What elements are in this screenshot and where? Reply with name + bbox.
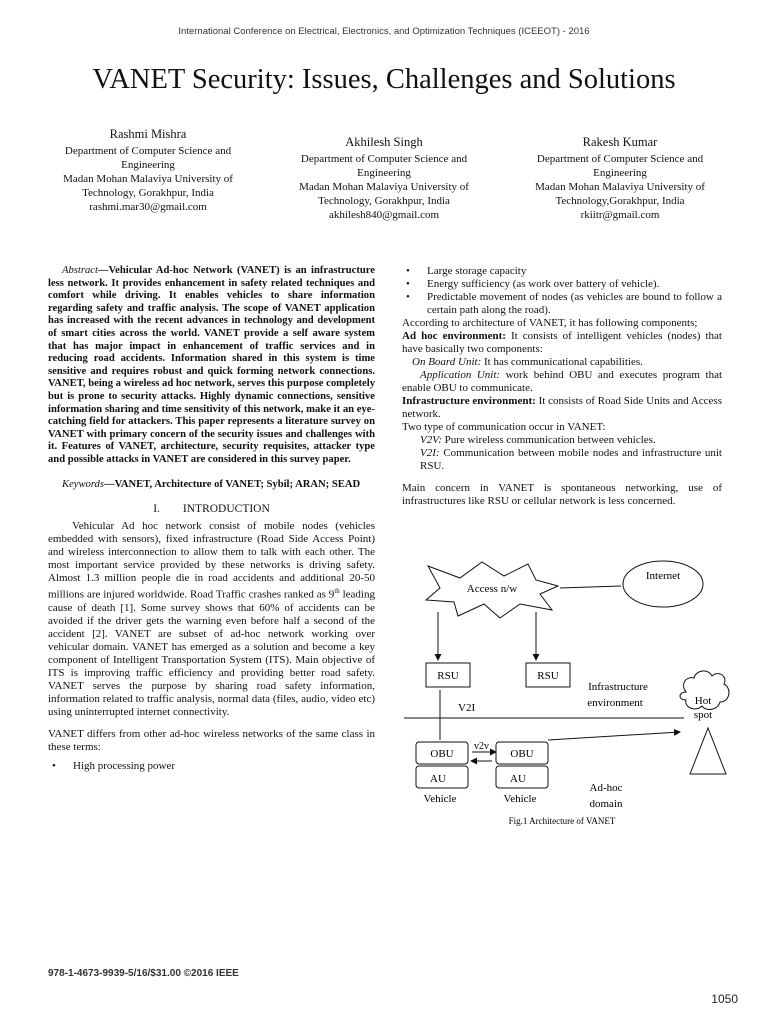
abstract-label: Abstract bbox=[62, 265, 98, 276]
abstract-dash: — bbox=[97, 265, 109, 276]
author-dept: Department of Computer Science and Engineering bbox=[300, 153, 468, 179]
infra-text: It consists of Road Side Units and Access network. bbox=[402, 395, 722, 420]
v2i-line bbox=[402, 447, 722, 473]
adhoc-label: Ad hoc environment: bbox=[402, 330, 506, 342]
author-dept: Department of Computer Science and Engineering bbox=[536, 153, 704, 179]
conference-header: International Conference on Electrical, Electronics, and Optimization Techniques (ICEEOT) - 2016 bbox=[178, 26, 590, 37]
adhoc-text: It consists of intelligent vehicles (nodes) that have basically two components: bbox=[402, 330, 722, 355]
v2v-label: v2v bbox=[474, 741, 489, 752]
intro-paragraph-1 bbox=[48, 520, 375, 719]
rsu-right-label: RSU bbox=[537, 670, 559, 682]
figure-caption: Fig.1 Architecture of VANET bbox=[508, 816, 616, 826]
intro-paragraph-2: VANET differs from other ad-hoc wireless networks of the same class in these terms: bbox=[48, 727, 375, 753]
vehicle-1-label: Vehicle bbox=[423, 793, 457, 805]
access-internet-link bbox=[560, 586, 621, 588]
obu-label: On Board Unit: bbox=[412, 356, 482, 368]
keywords-text: VANET, Architecture of VANET; Sybil; ARAN; SEAD bbox=[114, 478, 361, 490]
abstract bbox=[48, 265, 375, 467]
page-number: 1050 bbox=[711, 992, 738, 1006]
section-heading-introduction: I. INTRODUCTION bbox=[153, 503, 270, 516]
infrastructure-environment-label-line1: Infrastructure bbox=[588, 681, 648, 693]
hotspot-label-line1: Hot bbox=[694, 695, 712, 707]
left-bullet-list bbox=[48, 760, 375, 773]
vehicle-2-label: Vehicle bbox=[503, 793, 537, 805]
adhoc-domain-label-line1: Ad-hoc bbox=[589, 782, 623, 794]
author-univ: Madan Mohan Malaviya University of Technology,Gorakhpur, India bbox=[535, 181, 705, 207]
v2i-label: V2I: bbox=[420, 447, 440, 459]
infrastructure-environment bbox=[402, 395, 722, 421]
hotspot-tower-shape bbox=[690, 728, 726, 774]
hotspot-label-line2: spot bbox=[693, 709, 713, 721]
adhoc-domain-label-line2: domain bbox=[589, 798, 623, 810]
author-email: rkiitr@gmail.com bbox=[580, 209, 660, 221]
author-block-2 bbox=[280, 134, 488, 222]
main-concern-paragraph: Main concern in VANET is spontaneous networking, use of infrastructures like RSU or cellular network is less concerned. bbox=[402, 482, 722, 507]
infrastructure-environment-label-line2: environment bbox=[587, 697, 643, 709]
rsu-left-label: RSU bbox=[437, 670, 459, 682]
abstract-text: Vehicular Ad-hoc Network (VANET) is an infrastructure less network. It provides enhancement in safety related techniques and comfort while driving. It enables vehicles to share information regarding safety and traffic analysis. The scope of VANET application has increased with the recent advances in technology and development of smart cities across the world. VANET provide a self aware system that has major impact in enhancement of traffic services and in reducing road accidents. Information shared in this system is time sensitive and requires robust and quick forming network connections. VANET, being a wireless ad hoc network, serves this purpose completely but is prone to security attacks. Highly dynamic connections, sensitive information sharing and time sensitivity of this network, make it an eye-catching field for attackers. This paper represents a literature survey on VANET with primary concern of the security issues and challenges with it. Features of VANET, architecture, security requisites, attacker type and possible attacks in VANET are considered in this survey paper. bbox=[48, 265, 375, 465]
keywords bbox=[48, 479, 375, 492]
keywords-dash: — bbox=[103, 478, 115, 490]
v2i-text: Communication between mobile nodes and infrastructure unit RSU. bbox=[420, 447, 722, 472]
keywords-label: Keywords bbox=[62, 478, 104, 490]
obu-label-vehicle-2: OBU bbox=[510, 748, 534, 760]
application-unit bbox=[402, 369, 722, 395]
au-label-vehicle-1: AU bbox=[430, 773, 446, 785]
list-item: • Energy sufficiency (as work over battery of vehicle). bbox=[402, 278, 722, 291]
intro-text-a: Vehicular Ad hoc network consist of mobile nodes (vehicles embedded with sensors), fixed infrastructure (Road Side Access Point) and wireless interconnection to allow them to talk with each other. The most important service provided by these networks is driving safety. Almost 1.3 million people die in road accidents and additional 20-50 millions are injured worldwide. Road Traffic crashes ranked as 9 bbox=[48, 520, 375, 601]
vanet-architecture-figure bbox=[400, 556, 730, 826]
author-name: Rashmi Mishra bbox=[109, 127, 187, 141]
architecture-intro: According to architecture of VANET, it has following components; bbox=[402, 317, 698, 329]
access-network-label: Access n/w bbox=[466, 583, 518, 595]
author-email: akhilesh840@gmail.com bbox=[328, 209, 440, 221]
right-bullet-list bbox=[402, 265, 722, 317]
adhoc-environment bbox=[402, 330, 722, 356]
internet-label: Internet bbox=[645, 570, 681, 582]
author-univ: Madan Mohan Malaviya University of Technology, Gorakhpur, India bbox=[63, 173, 233, 199]
intro-text-b: leading cause of death [1]. Some survey shows that 60% of accidents can be avoided if the driver gets the warning even before half a second of the accident [2]. VANET are subset of ad-hoc network working over vehicular domain. VANET has emerged as a solution and become a key component of Intelligent Transportation System (ITS). Main objective of ITS is improving traffic efficiency and providing better road safety. VANET serves the purpose by sharing road safety information, information related to traffic analysis, normal data (files, audio, video etc) using uninterrupted internet connectivity. bbox=[48, 588, 375, 718]
superscript: th bbox=[334, 587, 340, 596]
communication-intro: Two type of communication occur in VANET: bbox=[402, 421, 606, 433]
list-item: • Predictable movement of nodes (as vehicles are bound to follow a certain path along the road). bbox=[402, 291, 722, 317]
v2v-line bbox=[402, 434, 722, 447]
paper-title: VANET Security: Issues, Challenges and Solutions bbox=[92, 64, 676, 95]
obu-text: It has communicational capabilities. bbox=[481, 356, 643, 368]
isbn-footer: 978-1-4673-9939-5/16/$31.00 ©2016 IEEE bbox=[48, 968, 239, 979]
list-item: • High processing power bbox=[48, 760, 375, 773]
left-column bbox=[48, 265, 375, 773]
author-name: Akhilesh Singh bbox=[345, 135, 423, 149]
au-text: work behind OBU and executes program that enable OBU to communicate. bbox=[402, 369, 723, 394]
infra-label: Infrastructure environment: bbox=[402, 395, 536, 407]
author-univ: Madan Mohan Malaviya University of Technology, Gorakhpur, India bbox=[299, 181, 469, 207]
v2v-label: V2V: bbox=[420, 434, 442, 446]
v2v-text: Pure wireless communication between vehicles. bbox=[441, 434, 656, 446]
on-board-unit bbox=[402, 356, 722, 369]
internet-ellipse bbox=[623, 561, 703, 607]
vehicle-hotspot-link bbox=[548, 732, 680, 740]
author-dept: Department of Computer Science and Engineering bbox=[64, 145, 232, 171]
list-item: • Large storage capacity bbox=[402, 265, 722, 278]
au-label: Application Unit: bbox=[420, 369, 501, 381]
author-block-1 bbox=[46, 126, 250, 214]
author-name: Rakesh Kumar bbox=[582, 135, 658, 149]
au-label-vehicle-2: AU bbox=[510, 773, 526, 785]
author-email: rashmi.mar30@gmail.com bbox=[89, 201, 207, 213]
v2i-label: V2I bbox=[458, 702, 476, 714]
author-block-3 bbox=[515, 134, 725, 222]
obu-label-vehicle-1: OBU bbox=[430, 748, 454, 760]
right-column bbox=[402, 265, 722, 508]
